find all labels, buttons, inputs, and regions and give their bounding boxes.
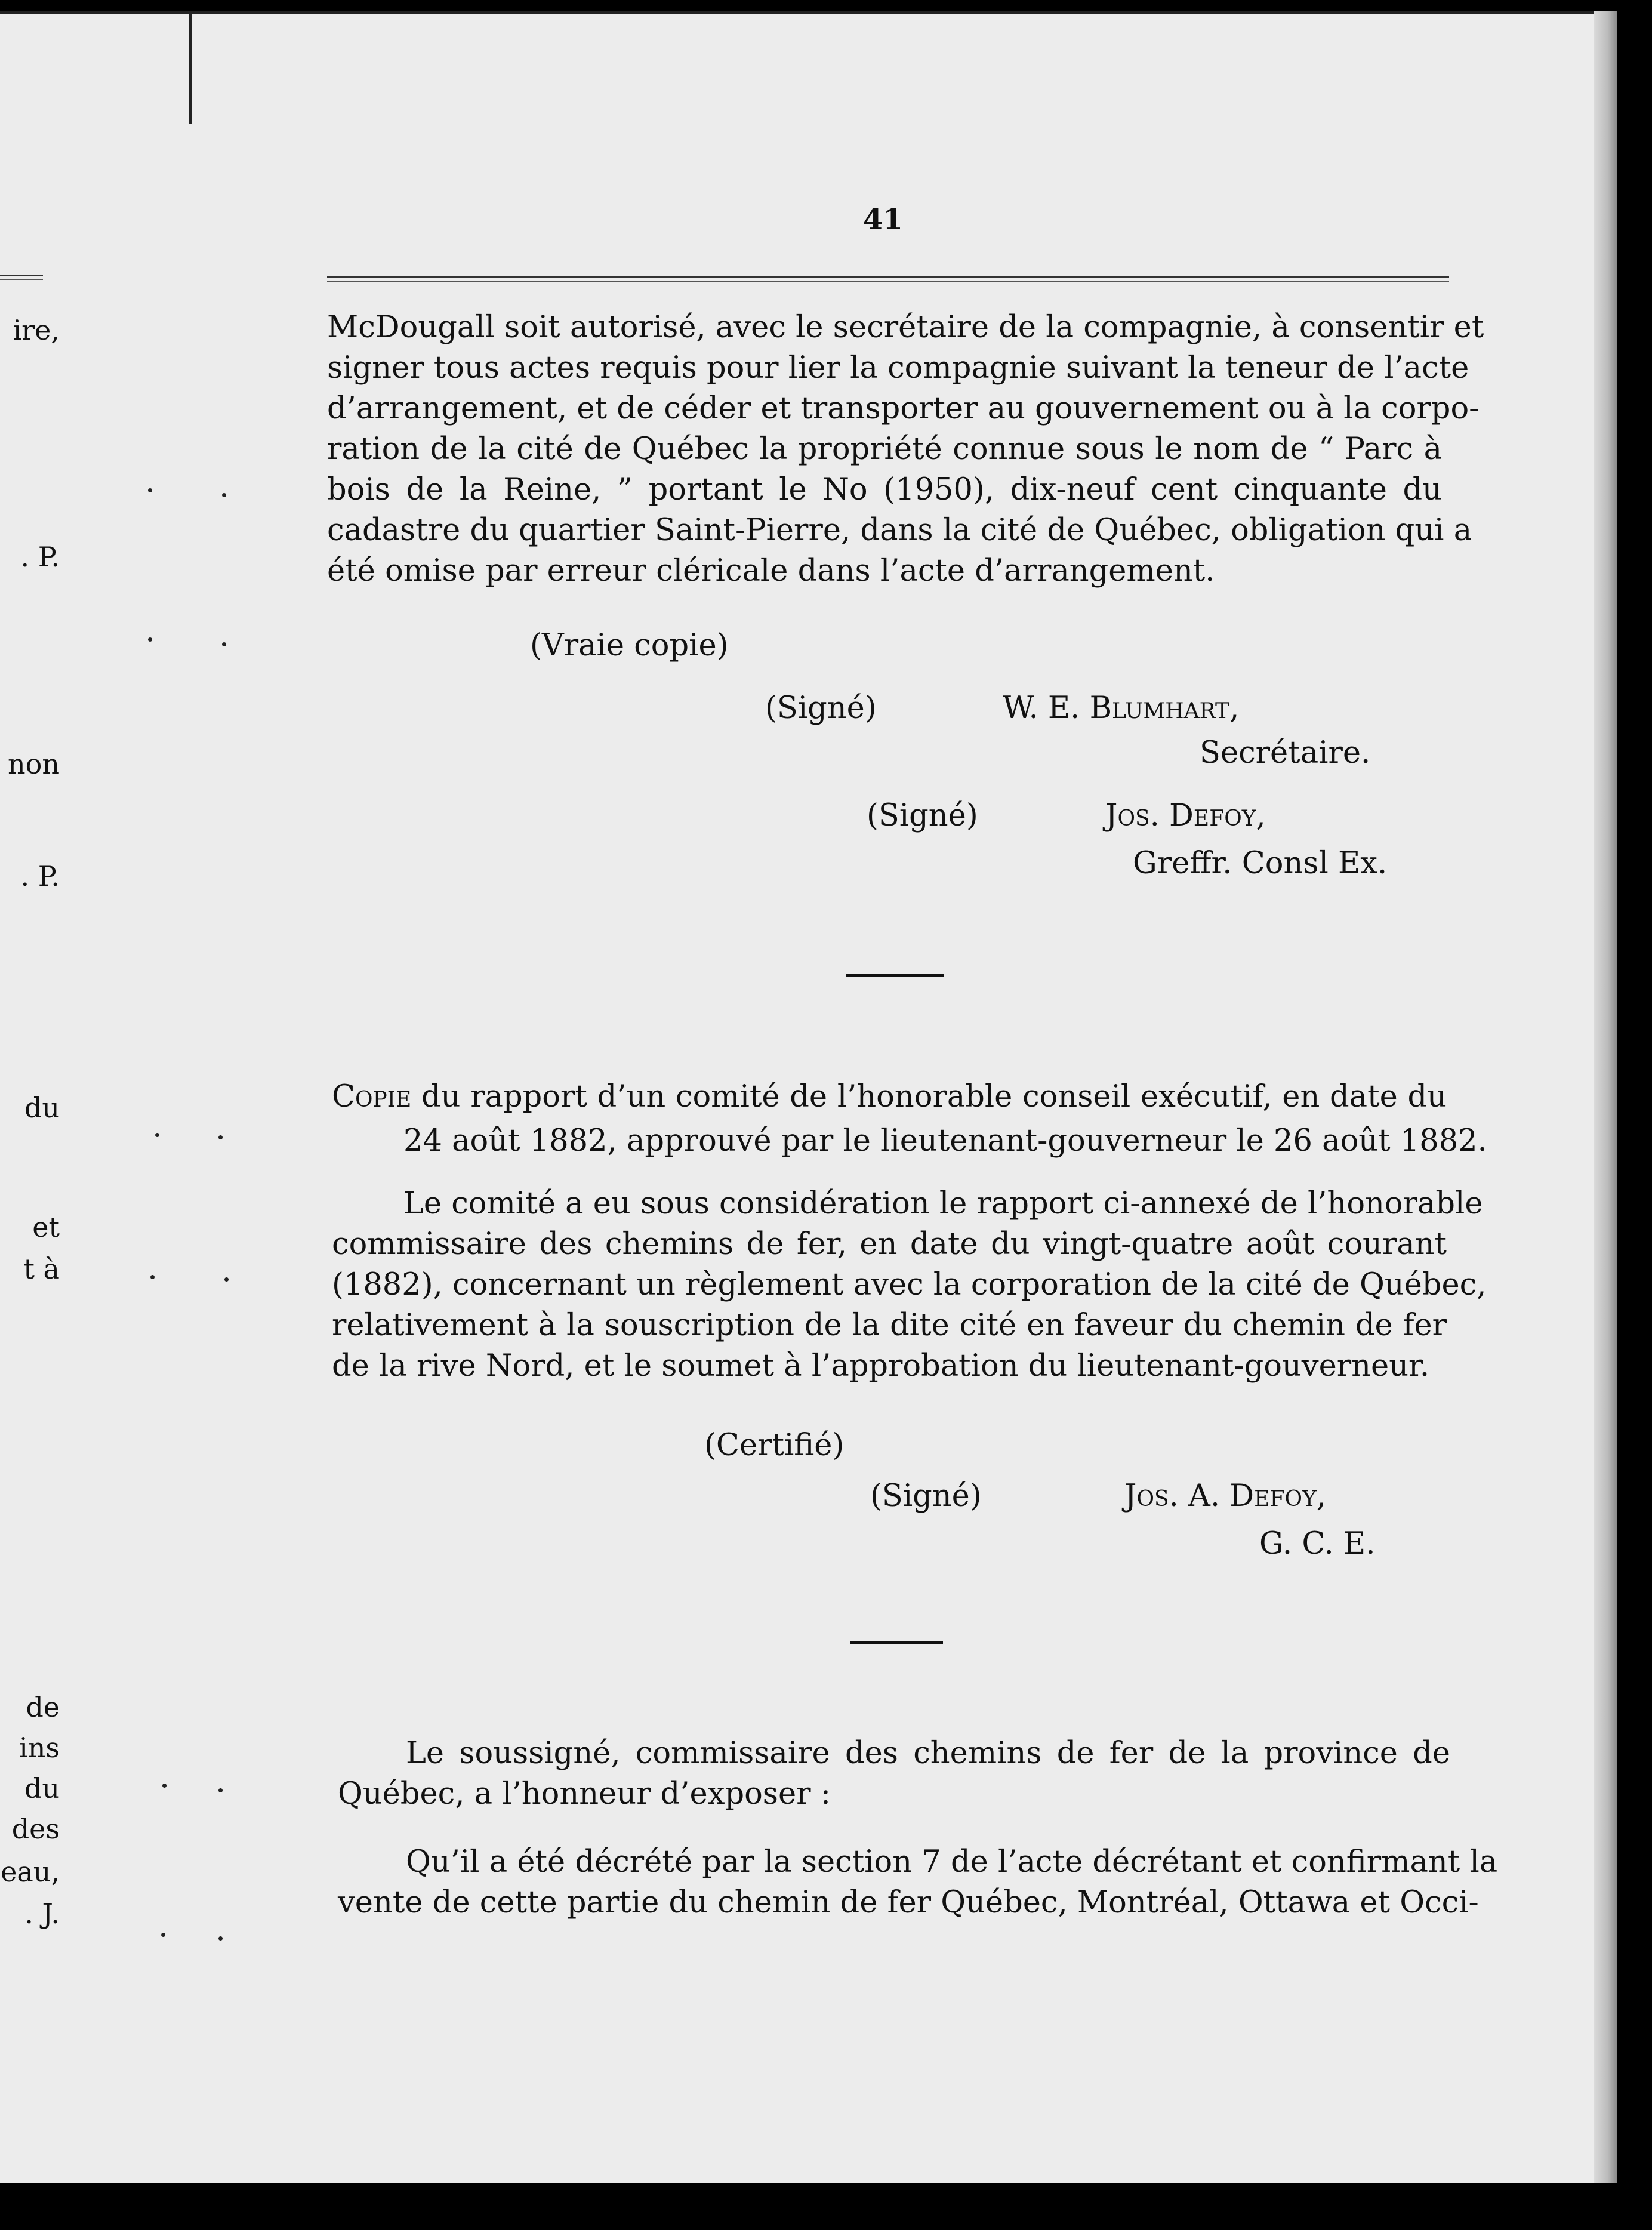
page-edge-shadow bbox=[1594, 11, 1617, 2183]
copie-word: Copie bbox=[332, 1079, 412, 1114]
adjacent-page-fragment: du bbox=[24, 1772, 60, 1804]
top-border bbox=[0, 11, 1617, 14]
binding-dot bbox=[150, 1275, 155, 1279]
binding-dot bbox=[222, 642, 226, 646]
signatory-name: Jos. A. Defoy, bbox=[1124, 1479, 1326, 1514]
text-line: Le soussigné, commissaire des chemins de fer de la province de bbox=[406, 1736, 1450, 1771]
binding-dot bbox=[218, 1936, 223, 1941]
signatory-name: W. E. Blumhart, bbox=[1003, 691, 1240, 726]
adjacent-page-rule bbox=[0, 275, 43, 280]
binding-dot bbox=[162, 1784, 167, 1788]
text-line: été omise par erreur cléricale dans l’acte d’arrangement. bbox=[327, 553, 1215, 589]
text-line: relativement à la souscription de la dite cité en faveur du chemin de fer bbox=[332, 1308, 1447, 1343]
text-line: vente de cette partie du chemin de fer Québec, Montréal, Ottawa et Occi- bbox=[338, 1885, 1479, 1920]
text-line: Qu’il a été décrété par la section 7 de l’acte décrétant et confirmant la bbox=[406, 1844, 1498, 1880]
adjacent-page-fragment: . J. bbox=[24, 1898, 60, 1930]
adjacent-page-fragment: de bbox=[26, 1691, 60, 1723]
binding-dot bbox=[222, 493, 226, 497]
vraie-copie-label: (Vraie copie) bbox=[530, 628, 729, 663]
text-line: (1882), concernant un règlement avec la corporation de la cité de Québec, bbox=[332, 1267, 1487, 1302]
binding-dot bbox=[148, 488, 152, 492]
adjacent-page-fragment: ins bbox=[19, 1732, 60, 1764]
adjacent-page-fragment: non bbox=[8, 748, 60, 780]
text-line: Québec, a l’honneur d’exposer : bbox=[338, 1776, 831, 1812]
text-line: cadastre du quartier Saint-Pierre, dans la cité de Québec, obligation qui a bbox=[327, 513, 1472, 548]
text-line: d’arrangement, et de céder et transporter au gouvernement ou à la corpo- bbox=[327, 391, 1480, 426]
text-line: signer tous actes requis pour lier la compagnie suivant la teneur de l’acte bbox=[327, 350, 1469, 386]
document-page bbox=[0, 11, 1617, 2183]
paragraph-soussigne bbox=[338, 1733, 1450, 1815]
signatory-name: Jos. Defoy, bbox=[1105, 798, 1266, 833]
signatory-title: Greffr. Consl Ex. bbox=[1133, 846, 1388, 881]
section-divider bbox=[846, 974, 944, 977]
paragraph-comite bbox=[332, 1184, 1487, 1387]
header-rule bbox=[327, 276, 1449, 282]
signatory-title: G. C. E. bbox=[1259, 1526, 1376, 1561]
text-line: commissaire des chemins de fer, en date du vingt-quatre août courant bbox=[332, 1227, 1447, 1262]
signe-label: (Signé) bbox=[870, 1479, 982, 1514]
adjacent-page-fragment: eau, bbox=[1, 1856, 60, 1888]
binding-dot bbox=[161, 1933, 165, 1937]
text-line: Le comité a eu sous considération le rapport ci-annexé de l’honorable bbox=[403, 1186, 1483, 1221]
adjacent-page-fragment: . P. bbox=[20, 860, 60, 892]
binding-dot bbox=[218, 1135, 223, 1139]
signe-label: (Signé) bbox=[867, 798, 978, 833]
section-divider bbox=[850, 1641, 943, 1644]
adjacent-page-fragment: du bbox=[24, 1092, 60, 1124]
adjacent-page-fragment: ire, bbox=[13, 314, 60, 346]
signe-label: (Signé) bbox=[765, 691, 877, 726]
binding-mark bbox=[189, 11, 192, 124]
copie-heading-line2: 24 août 1882, approuvé par le lieutenant-gouverneur le 26 août 1882. bbox=[403, 1123, 1487, 1159]
paragraph-copie bbox=[332, 1077, 1447, 1117]
binding-dot bbox=[155, 1133, 159, 1137]
text-line: McDougall soit autorisé, avec le secrétaire de la compagnie, à consentir et bbox=[327, 310, 1484, 345]
adjacent-page-fragment: des bbox=[11, 1813, 60, 1845]
page-number: 41 bbox=[863, 203, 903, 236]
signatory-title: Secrétaire. bbox=[1200, 735, 1371, 771]
binding-dot bbox=[148, 637, 152, 642]
text-line: de la rive Nord, et le soumet à l’approbation du lieutenant-gouverneur. bbox=[332, 1348, 1430, 1384]
copie-heading-text: du rapport d’un comité de l’honorable conseil exécutif, en date du bbox=[411, 1079, 1447, 1114]
certifie-label: (Certifié) bbox=[704, 1428, 845, 1463]
text-line: bois de la Reine, ” portant le No (1950), dix-neuf cent cinquante du bbox=[327, 472, 1442, 507]
binding-dot bbox=[218, 1788, 223, 1792]
adjacent-page-fragment: et bbox=[32, 1211, 60, 1243]
text-line bbox=[332, 1077, 1447, 1117]
paragraph-section-7 bbox=[338, 1842, 1498, 1923]
binding-dot bbox=[224, 1277, 229, 1282]
adjacent-page-fragment: t à bbox=[23, 1253, 60, 1285]
paragraph-mcdougall bbox=[327, 307, 1484, 592]
text-line: ration de la cité de Québec la propriété connue sous le nom de “ Parc à bbox=[327, 432, 1442, 467]
adjacent-page-fragment: . P. bbox=[20, 541, 60, 573]
